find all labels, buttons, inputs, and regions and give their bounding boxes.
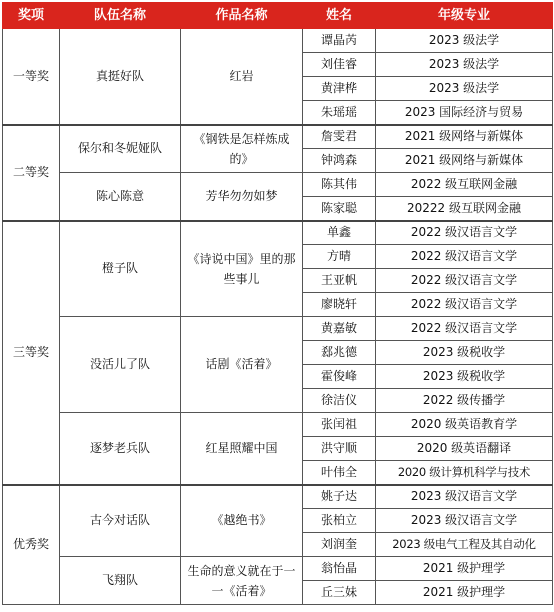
member-major-cell: 2021 级网络与新媒体 <box>376 125 553 149</box>
member-major-cell: 2023 级电气工程及其自动化 <box>376 533 553 557</box>
member-major-cell: 20222 级互联网金融 <box>376 197 553 221</box>
member-major-cell: 2020 级英语教育学 <box>376 413 553 437</box>
member-name-cell: 刘佳睿 <box>303 53 376 77</box>
member-name-cell: 张闰祖 <box>303 413 376 437</box>
table-row <box>3 29 553 53</box>
member-major-cell: 2021 级护理学 <box>376 581 553 605</box>
work-cell: 《钢铁是怎样炼成的》 <box>181 125 303 173</box>
member-name-cell: 姚子达 <box>303 485 376 509</box>
member-major-cell: 2020 级计算机科学与技术 <box>376 461 553 485</box>
work-cell: 芳华勿勿如梦 <box>181 173 303 221</box>
member-name-cell: 徐洁仪 <box>303 389 376 413</box>
member-major-cell: 2023 级法学 <box>376 29 553 53</box>
member-major-cell: 2020 级英语翻译 <box>376 437 553 461</box>
work-cell: 话剧《活着》 <box>181 317 303 413</box>
header-name: 姓名 <box>303 3 376 29</box>
member-major-cell: 2023 级税收学 <box>376 341 553 365</box>
results-table-container <box>2 2 553 605</box>
member-name-cell: 刘润奎 <box>303 533 376 557</box>
team-cell: 保尔和冬妮娅队 <box>60 125 181 173</box>
header-row <box>3 3 553 29</box>
member-major-cell: 2023 级法学 <box>376 53 553 77</box>
member-major-cell: 2022 级汉语言文学 <box>376 293 553 317</box>
member-name-cell: 叶伟全 <box>303 461 376 485</box>
team-cell: 陈心陈意 <box>60 173 181 221</box>
award-results-table <box>2 2 553 605</box>
member-name-cell: 方晴 <box>303 245 376 269</box>
member-name-cell: 朱瑶瑶 <box>303 101 376 125</box>
table-row <box>3 173 553 197</box>
member-major-cell: 2023 级汉语言文学 <box>376 509 553 533</box>
member-major-cell: 2022 级汉语言文学 <box>376 317 553 341</box>
member-name-cell: 丘三妹 <box>303 581 376 605</box>
member-major-cell: 2022 级汉语言文学 <box>376 269 553 293</box>
member-major-cell: 2023 级法学 <box>376 77 553 101</box>
table-row <box>3 317 553 341</box>
member-major-cell: 2023 国际经济与贸易 <box>376 101 553 125</box>
team-cell: 橙子队 <box>60 221 181 317</box>
work-cell: 红星照耀中国 <box>181 413 303 485</box>
work-cell: 红岩 <box>181 29 303 125</box>
team-cell: 逐梦老兵队 <box>60 413 181 485</box>
member-major-cell: 2022 级传播学 <box>376 389 553 413</box>
member-name-cell: 谭晶芮 <box>303 29 376 53</box>
work-cell: 《越绝书》 <box>181 485 303 557</box>
member-name-cell: 洪守顺 <box>303 437 376 461</box>
member-name-cell: 黄嘉敏 <box>303 317 376 341</box>
table-row <box>3 557 553 581</box>
header-work: 作品名称 <box>181 3 303 29</box>
member-major-cell: 2023 级税收学 <box>376 365 553 389</box>
member-name-cell: 郄兆德 <box>303 341 376 365</box>
header-team: 队伍名称 <box>60 3 181 29</box>
member-name-cell: 黄津桦 <box>303 77 376 101</box>
member-name-cell: 翁怡晶 <box>303 557 376 581</box>
member-name-cell: 廖晓轩 <box>303 293 376 317</box>
award-cell: 三等奖 <box>3 221 60 485</box>
table-row <box>3 413 553 437</box>
team-cell: 古今对话队 <box>60 485 181 557</box>
table-row <box>3 221 553 245</box>
member-major-cell: 2021 级护理学 <box>376 557 553 581</box>
header-major: 年级专业 <box>376 3 553 29</box>
member-name-cell: 钟鸿森 <box>303 149 376 173</box>
member-name-cell: 陈家聪 <box>303 197 376 221</box>
award-cell: 优秀奖 <box>3 485 60 605</box>
member-major-cell: 2021 级网络与新媒体 <box>376 149 553 173</box>
work-cell: 《诗说中国》里的那些事儿 <box>181 221 303 317</box>
header-award: 奖项 <box>3 3 60 29</box>
table-row <box>3 125 553 149</box>
member-name-cell: 单鑫 <box>303 221 376 245</box>
member-name-cell: 詹雯君 <box>303 125 376 149</box>
member-major-cell: 2022 级互联网金融 <box>376 173 553 197</box>
team-cell: 飞翔队 <box>60 557 181 605</box>
member-major-cell: 2022 级汉语言文学 <box>376 245 553 269</box>
member-major-cell: 2023 级汉语言文学 <box>376 485 553 509</box>
award-cell: 一等奖 <box>3 29 60 125</box>
member-major-cell: 2022 级汉语言文学 <box>376 221 553 245</box>
team-cell: 真挺好队 <box>60 29 181 125</box>
member-name-cell: 陈其伟 <box>303 173 376 197</box>
member-name-cell: 张柏立 <box>303 509 376 533</box>
award-cell: 二等奖 <box>3 125 60 221</box>
member-name-cell: 王亚帆 <box>303 269 376 293</box>
member-name-cell: 霍俊峰 <box>303 365 376 389</box>
table-row <box>3 485 553 509</box>
team-cell: 没活儿了队 <box>60 317 181 413</box>
work-cell: 生命的意义就在于一一《活着》 <box>181 557 303 605</box>
